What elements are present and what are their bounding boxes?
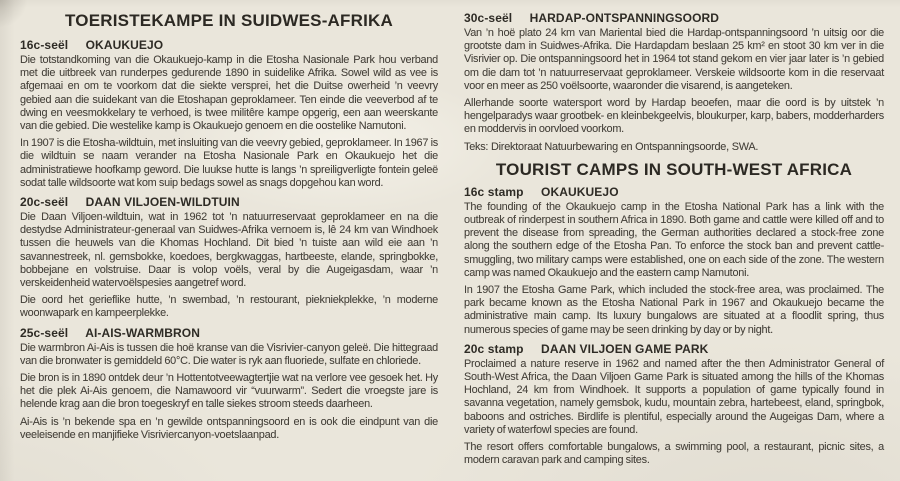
stamp-denomination: 25c-seël — [20, 325, 69, 340]
right-column — [464, 8, 884, 471]
section-heading — [20, 38, 438, 52]
paragraph: Ai-Ais is ’n bekende spa en ’n gewilde ontspanningsoord en is ook die eindpunt van die veeleisende en manjifieke Visriviercanyon-voetslaanpad. — [20, 415, 438, 441]
stamp-denomination: 16c stamp — [464, 184, 524, 199]
paragraph: Die bron is in 1890 ontdek deur ’n Hottentotveewagtertjie wat na verlore vee gesoek het. Hy het die plek Ai-Ais genoem, die Namawoord vir “vuurwarm”. Sedert die vroegste jare is helende krag aan die bron toegeskryf en talle siekes stroom steeds daarheen. — [20, 372, 438, 411]
section-name: AI-AIS-WARMBRON — [85, 325, 201, 340]
paragraph: Proclaimed a nature reserve in 1962 and named after the then Administrator General of South-West Africa, the Daan Viljoen Game Park is situated among the hills of the Khomas Hochland, 24 km from Windhoek. It supports a population of game typically found in savanna vegetation, namely gemsbok, kudu, mountain zebra, hartebeest, eland, springbok, baboons and ostriches. Birdlife is plentiful, especially around the Augeigas Dam, where a variety of waterfowl species are found. — [464, 357, 884, 436]
stamp-denomination: 20c stamp — [464, 341, 524, 356]
stamp-denomination: 20c-seël — [20, 195, 69, 210]
section-okaukuejo-afr — [20, 38, 438, 190]
section-name: HARDAP-ONTSPANNINGSOORD — [529, 11, 720, 25]
paragraph: The founding of the Okaukuejo camp in the Etosha National Park has a link with the outbreak of rinderpest in southern Africa in 1890. Both game and cattle were killed off and to prevent the disease from spreading, the German authorities declared a stock-free zone along the southern edge of the Etosha Pan. To enforce the stock ban and prevent cattle-smuggling, two military camps were established, one on each side of the zone. The western camp was named Okaukuejo and the eastern camp Namutoni. — [464, 200, 884, 279]
section-heading — [464, 342, 884, 356]
section-hardap-afr — [464, 11, 884, 137]
section-name: DAAN VILJOEN-WILDTUIN — [85, 195, 240, 210]
section-ai-ais-afr — [20, 326, 438, 442]
section-heading — [20, 195, 438, 209]
section-heading — [464, 11, 884, 25]
paragraph: Die totstandkoming van die Okaukuejo-kamp in die Etosha Nasionale Park hou verband met die uitbreek van runderpes gedurende 1890 in suidelike Afrika. Sowel wild as vee is afgemaai en om te voorkom dat die siekte versprei, het die Duitse owerheid ’n veevry gebied aan die suidekant van die Etoshapan geproklameer. Ten einde die veeverbod af te dwing en veesmokkelary te verhoed, is twee militêre kampe opgerig, een aan weerskante van die gebied. Die westelike kamp is Okaukuejo genoem en die oostelike Namutoni. — [20, 54, 438, 133]
left-column — [20, 8, 438, 446]
section-okaukuejo-eng — [464, 185, 884, 337]
afrikaans-title: TOERISTEKAMPE IN SUIDWES-AFRIKA — [65, 11, 393, 30]
paragraph: In 1907 the Etosha Game Park, which included the stock-free area, was proclaimed. The park became known as the Etosha National Park in 1967 and Okaukuejo became the administrative main camp. Its luxury bungalows are situated at a floodlit spring, thus numerous species of game may be seen drinking by day or by night. — [464, 284, 884, 336]
english-title: TOURIST CAMPS IN SOUTH-WEST AFRICA — [495, 159, 853, 179]
section-daan-viljoen-eng — [464, 342, 884, 468]
paragraph: Allerhande soorte watersport word by Hardap beoefen, maar die oord is by uitstek ’n hengelparadys waar grootbek- en kleinbekgeelvis, bloukurper, karp, babers, modderharders en moddervis in oorvloed voorkom. — [464, 97, 884, 136]
section-daan-viljoen-afr — [20, 195, 438, 321]
paragraph: The resort offers comfortable bungalows, a swimming pool, a restaurant, picnic sites, a modern caravan park and camping sites. — [464, 441, 884, 467]
section-name: OKAUKUEJO — [85, 38, 164, 52]
section-name: DAAN VILJOEN GAME PARK — [541, 341, 709, 356]
credit-line: Teks: Direktoraat Natuurbewaring en Ontspanningsoorde, SWA. — [464, 140, 759, 153]
stamp-denomination: 30c-seël — [464, 11, 513, 25]
section-heading — [464, 185, 884, 199]
section-name: OKAUKUEJO — [541, 184, 619, 199]
paragraph: Die warmbron Ai-Ais is tussen die hoë kranse van die Visrivier-canyon geleë. Die hittegraad van die bronwater is gemiddeld 60°C. Die water is ryk aan fluoriede, sulfate en chloriede. — [20, 341, 438, 367]
section-heading — [20, 326, 438, 340]
paragraph: In 1907 is die Etosha-wildtuin, met insluiting van die veevry gebied, geproklameer. In 1967 is die wildtuin se naam verander na Etosha Nasionale Park en Okaukuejo het die administratiewe hoofkamp geword. Die luukse hutte is langs ’n spreiligverligte fontein geleë sodat talle wildsoorte wat kom suip bedags sowel as snags dopgehou kan word. — [20, 137, 438, 189]
stamp-denomination: 16c-seël — [20, 38, 69, 52]
paragraph: Die Daan Viljoen-wildtuin, wat in 1962 tot ’n natuurreservaat geproklameer en na die destydse Administrateur-generaal van Suidwes-Afrika vernoem is, lê 24 km van Windhoek tussen die heuwels van die Khomas Hochland. Dit bied ’n tuiste aan wild eie aan ’n savannestreek, nl. gemsbokke, koedoes, bergkwaggas, hartbeeste, elande, springbokke, bobbejane en volstruise. Daar is volop voëls, veral by die Augeigasdam, waar ’n verskeidenheid watervoëlspesies aangetref word. — [20, 211, 438, 290]
paragraph: Die oord het gerieflike hutte, ’n swembad, ’n restourant, piekniekplekke, ’n moderne woonwapark en kampeerplekke. — [20, 294, 438, 320]
paragraph: Van ’n hoë plato 24 km van Mariental bied die Hardap-ontspanningsoord ’n uitsig oor die grootste dam in Suidwes-Afrika. Die Hardapdam beslaan 25 km² en stoot 30 km ver in die Visrivier op. Die ontspanningsoord het in 1964 tot stand gekom en vier jaar later is ’n gebied om die dam tot ’n natuurreservaat geproklameer. Verskeie wildsoorte kom in die reservaat voor en meer as 250 voëlsoorte, waaronder die visarend, is aangeteken. — [464, 27, 884, 92]
